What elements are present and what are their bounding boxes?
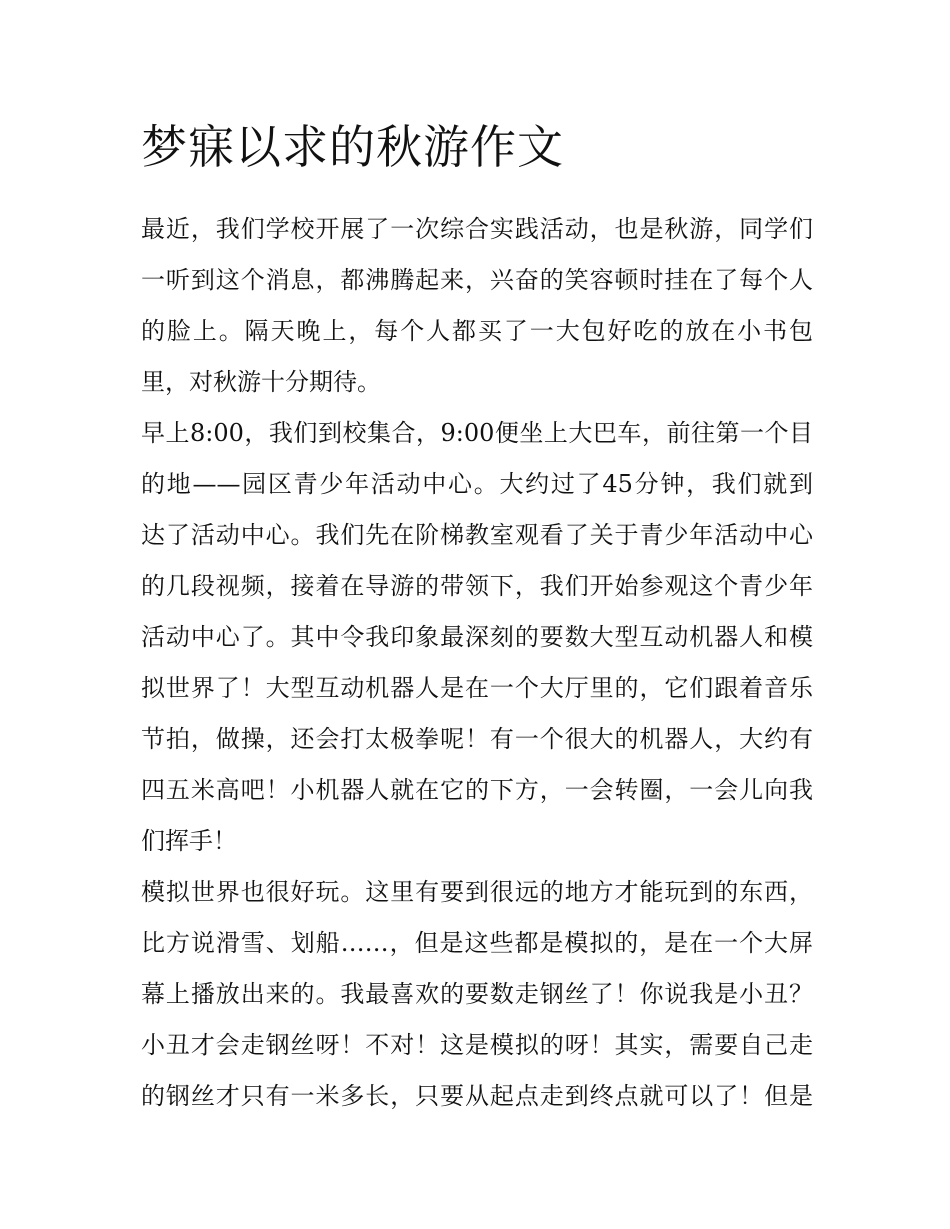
text-line: 达了活动中心。我们先在阶梯教室观看了关于青少年活动中心 — [141, 521, 813, 549]
paragraph — [141, 204, 813, 408]
text-line: 小丑才会走钢丝呀！不对！这是模拟的呀！其实，需要自己走 — [141, 1031, 813, 1059]
text-line: 拟世界了！大型互动机器人是在一个大厅里的，它们跟着音乐 — [141, 674, 813, 702]
text-line: 幕上播放出来的。我最喜欢的要数走钢丝了！你说我是小丑？ — [141, 980, 813, 1008]
text-line: 活动中心了。其中令我印象最深刻的要数大型互动机器人和模 — [141, 623, 813, 651]
text-line: 四五米高吧！小机器人就在它的下方，一会转圈，一会儿向我 — [141, 776, 813, 804]
paragraph — [141, 867, 813, 1122]
text-line: 比方说滑雪、划船……，但是这些都是模拟的，是在一个大屏 — [141, 929, 813, 957]
text-line: 一听到这个消息，都沸腾起来，兴奋的笑容顿时挂在了每个人 — [141, 266, 813, 294]
text-line: 模拟世界也很好玩。这里有要到很远的地方才能玩到的东西， — [141, 878, 813, 906]
text-line: 的脸上。隔天晚上，每个人都买了一大包好吃的放在小书包 — [141, 317, 813, 345]
paragraph — [141, 408, 813, 867]
text-line: 的钢丝才只有一米多长，只要从起点走到终点就可以了！但是 — [141, 1082, 813, 1110]
text-line: 的几段视频，接着在导游的带领下，我们开始参观这个青少年 — [141, 572, 813, 600]
text-line: 的地——园区青少年活动中心。大约过了45分钟，我们就到 — [141, 470, 813, 498]
document-page — [141, 112, 813, 1122]
text-line: 里，对秋游十分期待。 — [141, 368, 381, 396]
text-line: 节拍，做操，还会打太极拳呢！有一个很大的机器人，大约有 — [141, 725, 813, 753]
document-title: 梦寐以求的秋游作文 — [141, 120, 564, 174]
text-line: 们挥手！ — [141, 827, 237, 855]
text-line: 早上8:00，我们到校集合，9:00便坐上大巴车，前往第一个目 — [141, 419, 813, 447]
text-line: 最近，我们学校开展了一次综合实践活动，也是秋游，同学们 — [141, 215, 813, 243]
